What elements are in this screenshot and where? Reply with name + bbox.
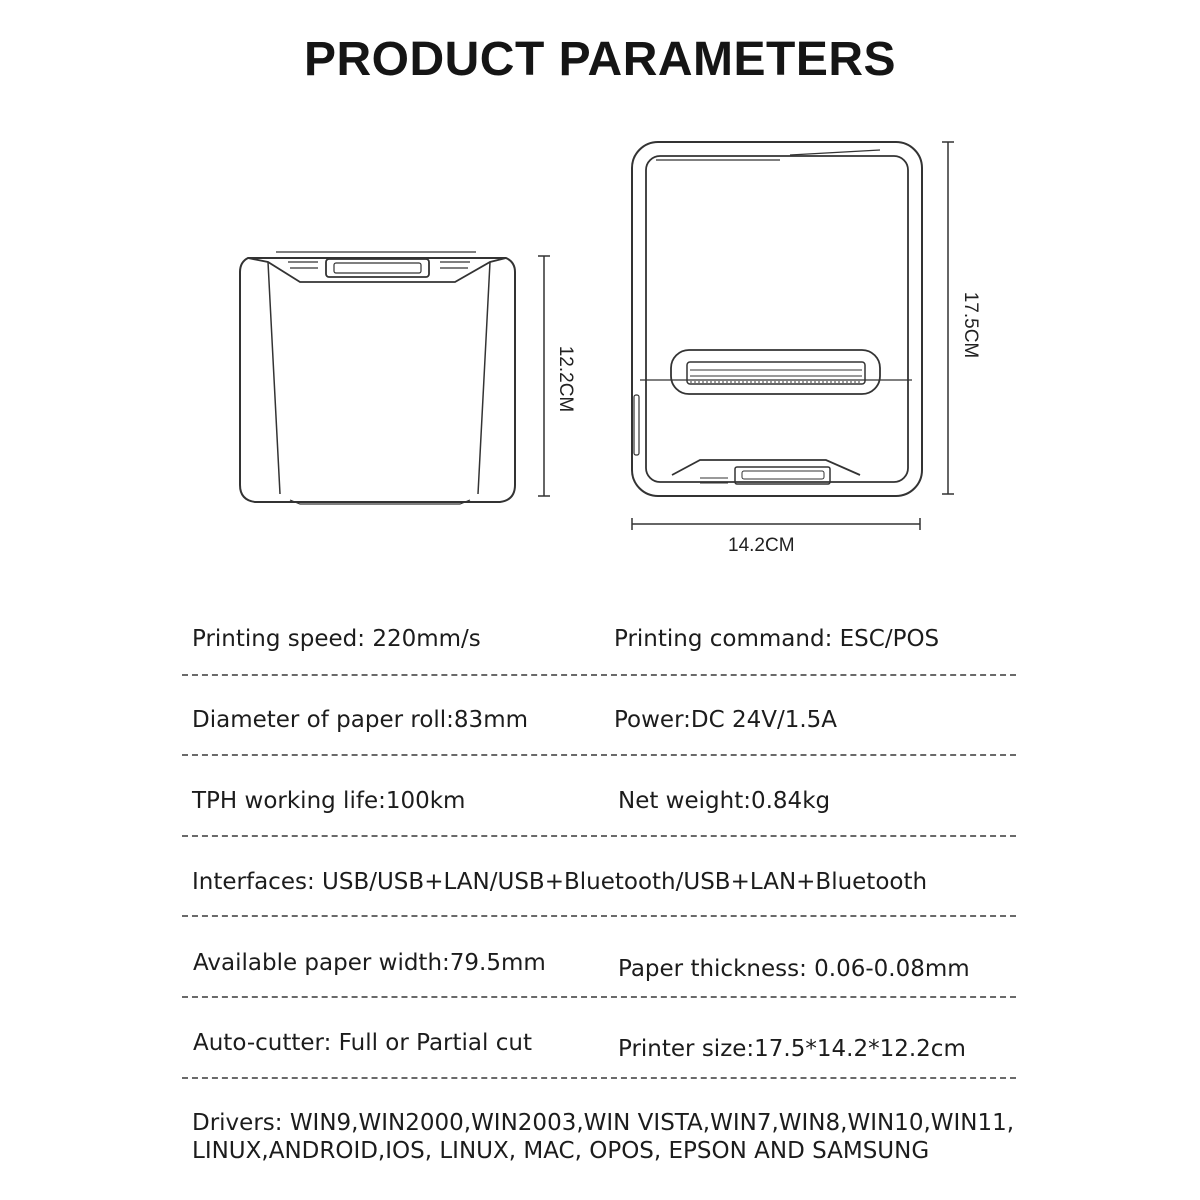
spec-auto-cutter: Auto-cutter: Full or Partial cut	[193, 1030, 532, 1056]
spec-net-weight: Net weight:0.84kg	[618, 788, 831, 814]
row-divider	[182, 835, 1016, 837]
spec-printing-speed: Printing speed: 220mm/s	[192, 626, 481, 652]
spec-paper-thickness: Paper thickness: 0.06-0.08mm	[618, 956, 970, 982]
length-dimension-label: 17.5CM	[960, 291, 981, 359]
spec-tph-life: TPH working life:100km	[192, 788, 466, 814]
spec-paper-roll-diameter: Diameter of paper roll:83mm	[192, 707, 529, 733]
page-title: PRODUCT PARAMETERS	[303, 33, 897, 86]
row-divider	[182, 1077, 1016, 1079]
row-divider	[182, 674, 1016, 676]
width-dimension-label: 14.2CM	[728, 535, 795, 556]
height-dimension-label: 12.2CM	[555, 345, 576, 413]
row-divider	[182, 754, 1016, 756]
spec-drivers-line-1: Drivers: WIN9,WIN2000,WIN2003,WIN VISTA,WIN7,WIN8,WIN10,WIN11,	[192, 1110, 1015, 1136]
row-divider	[182, 996, 1016, 998]
spec-drivers-line-2: LINUX,ANDROID,IOS, LINUX, MAC, OPOS, EPSON AND SAMSUNG	[192, 1138, 930, 1164]
spec-power: Power:DC 24V/1.5A	[614, 707, 838, 733]
spec-interfaces: Interfaces: USB/USB+LAN/USB+Bluetooth/USB+LAN+Bluetooth	[192, 869, 928, 895]
spec-printing-command: Printing command: ESC/POS	[614, 626, 940, 652]
spec-printer-size: Printer size:17.5*14.2*12.2cm	[618, 1036, 966, 1062]
row-divider	[182, 915, 1016, 917]
spec-paper-width: Available paper width:79.5mm	[193, 950, 546, 976]
